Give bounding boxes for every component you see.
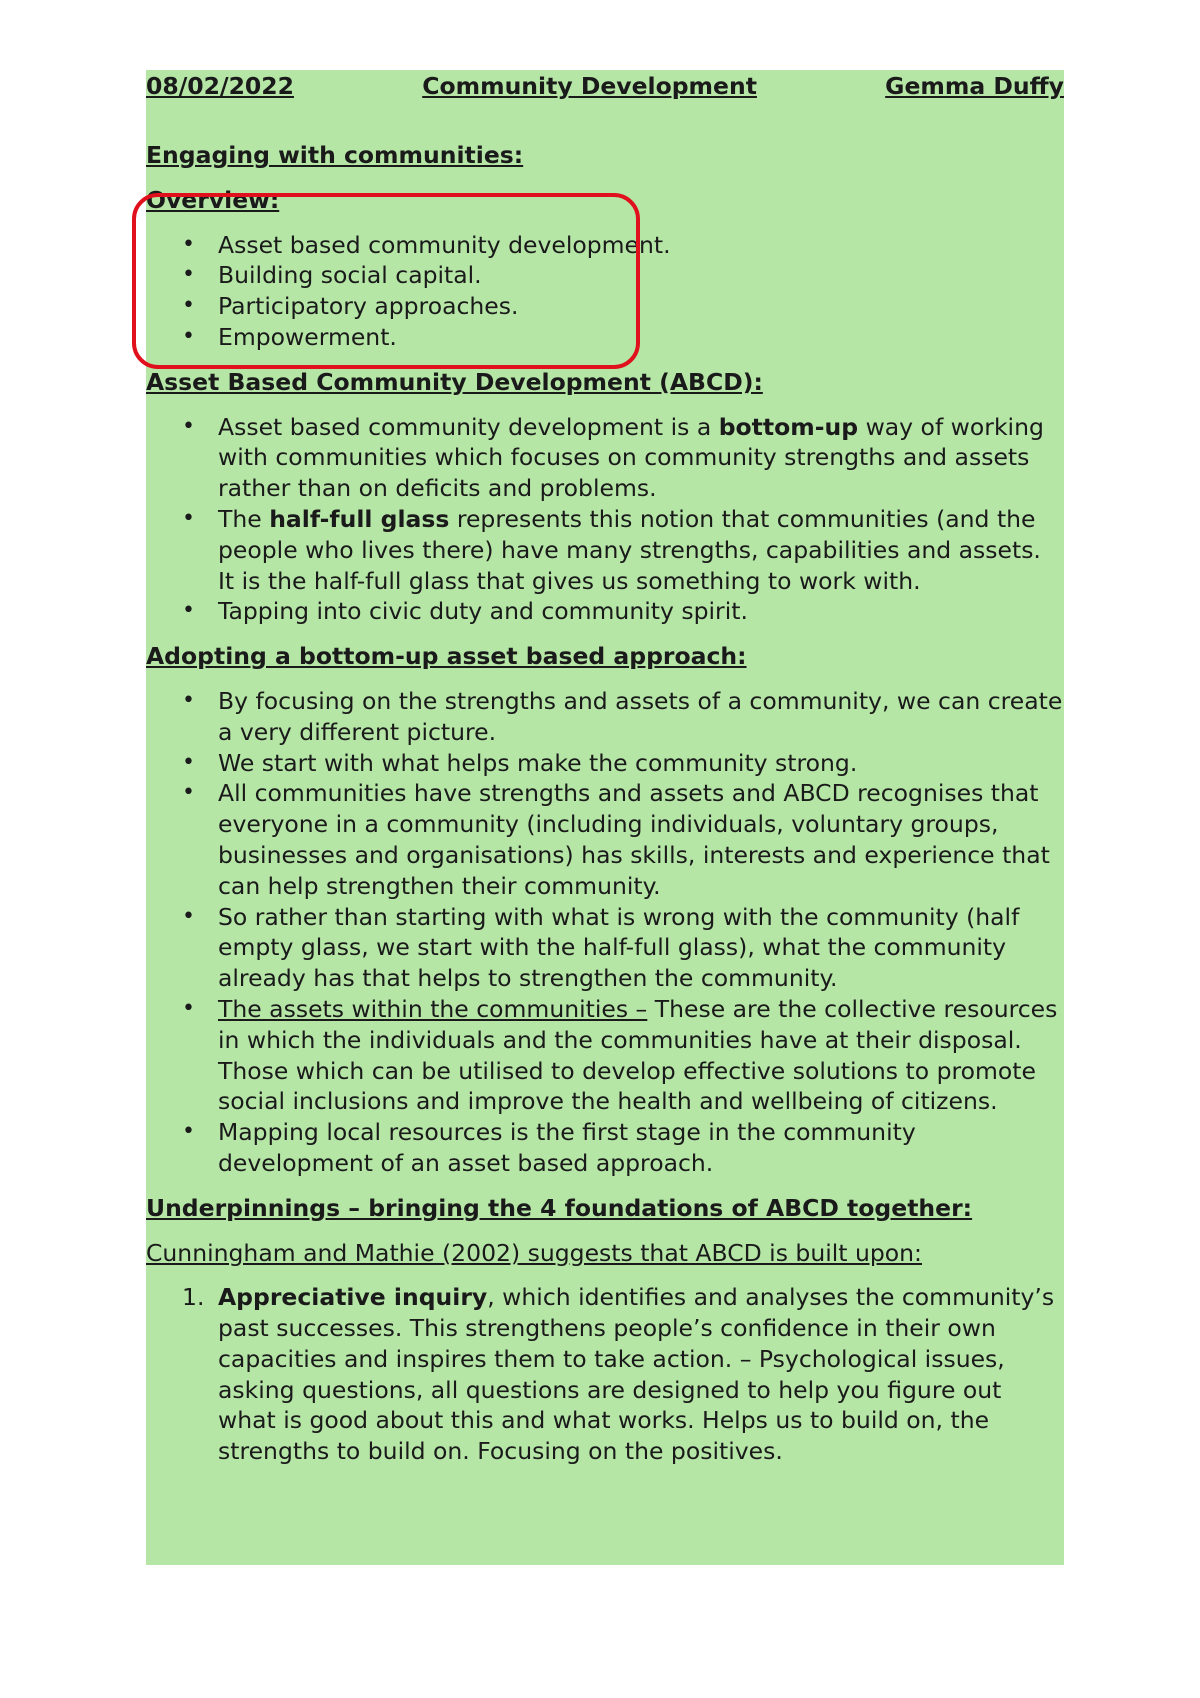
adopting-list	[146, 686, 1064, 1179]
list-item: • Mapping local resources is the first stage in the community development of an asset based approach.	[218, 1117, 1064, 1179]
text: , which identifies and analyses the community’s past successes. This strengthens people’s confidence in their own capacities and inspires them to take action. – Psychological issues, asking questions, all questions are designed to help you figure out what is good about this and what works. Helps us to build on, the strengths to build on. Focusing on the positives.	[218, 1283, 1055, 1466]
text: way of working with communities which focuses on community strengths and assets rather than on deficits and problems.	[218, 412, 1044, 503]
text: represents this notion that communities (and the people who lives there) have many strengths, capabilities and assets. It is the half-full glass that gives us something to work with.	[218, 504, 1041, 595]
abcd-list	[146, 412, 1064, 628]
list-item: • By focusing on the strengths and assets of a community, we can create a very different picture.	[218, 686, 1064, 748]
underpinnings-list	[146, 1282, 1064, 1467]
numbered-item	[218, 1282, 1064, 1467]
abcd-heading: Asset Based Community Development (ABCD):	[146, 367, 763, 396]
underlined-term: The assets within the communities –	[218, 994, 648, 1023]
text: The	[218, 504, 270, 533]
header-date: 08/02/2022	[146, 72, 294, 100]
text: These are the collective resources in which the individuals and the communities have at their disposal. Those which can be utilised to develop effective solutions to promote social inclusions and improve the health and wellbeing of citizens.	[218, 994, 1058, 1116]
list-item	[218, 504, 1064, 596]
document-header	[146, 70, 1064, 102]
list-item: • We start with what helps make the community strong.	[218, 748, 1064, 779]
heading-engaging: Engaging with communities:	[146, 141, 524, 169]
list-item	[218, 412, 1064, 504]
bold-term: Appreciative inquiry	[218, 1283, 488, 1312]
overview-heading: Overview:	[146, 185, 280, 214]
list-item: • Participatory approaches.	[218, 291, 1064, 322]
adopting-heading: Adopting a bottom-up asset based approach:	[146, 642, 747, 671]
list-item	[218, 994, 1064, 1117]
underpinnings-subheading: Cunningham and Mathie (2002) suggests that ABCD is built upon:	[146, 1238, 922, 1267]
header-title: Community Development	[422, 72, 757, 100]
bold-term: bottom-up	[718, 412, 859, 441]
red-annotation-outline	[132, 193, 640, 369]
bold-term: half-full glass	[269, 504, 450, 533]
list-item: • Building social capital.	[218, 260, 1064, 291]
list-item: • Asset based community development.	[218, 230, 1064, 261]
list-item: • All communities have strengths and assets and ABCD recognises that everyone in a community (including individuals, voluntary groups, businesses and organisations) has skills, interests and experience that can help strengthen their community.	[218, 778, 1064, 901]
list-item: • Empowerment.	[218, 322, 1064, 353]
list-item: • So rather than starting with what is wrong with the community (half empty glass, we start with the half-full glass), what the community already has that helps to strengthen the community.	[218, 902, 1064, 994]
header-author: Gemma Duffy	[885, 72, 1064, 100]
text: Asset based community development is a	[218, 412, 719, 441]
list-item: • Tapping into civic duty and community spirit.	[218, 596, 1064, 627]
underpinnings-heading: Underpinnings – bringing the 4 foundations of ABCD together:	[146, 1193, 973, 1222]
